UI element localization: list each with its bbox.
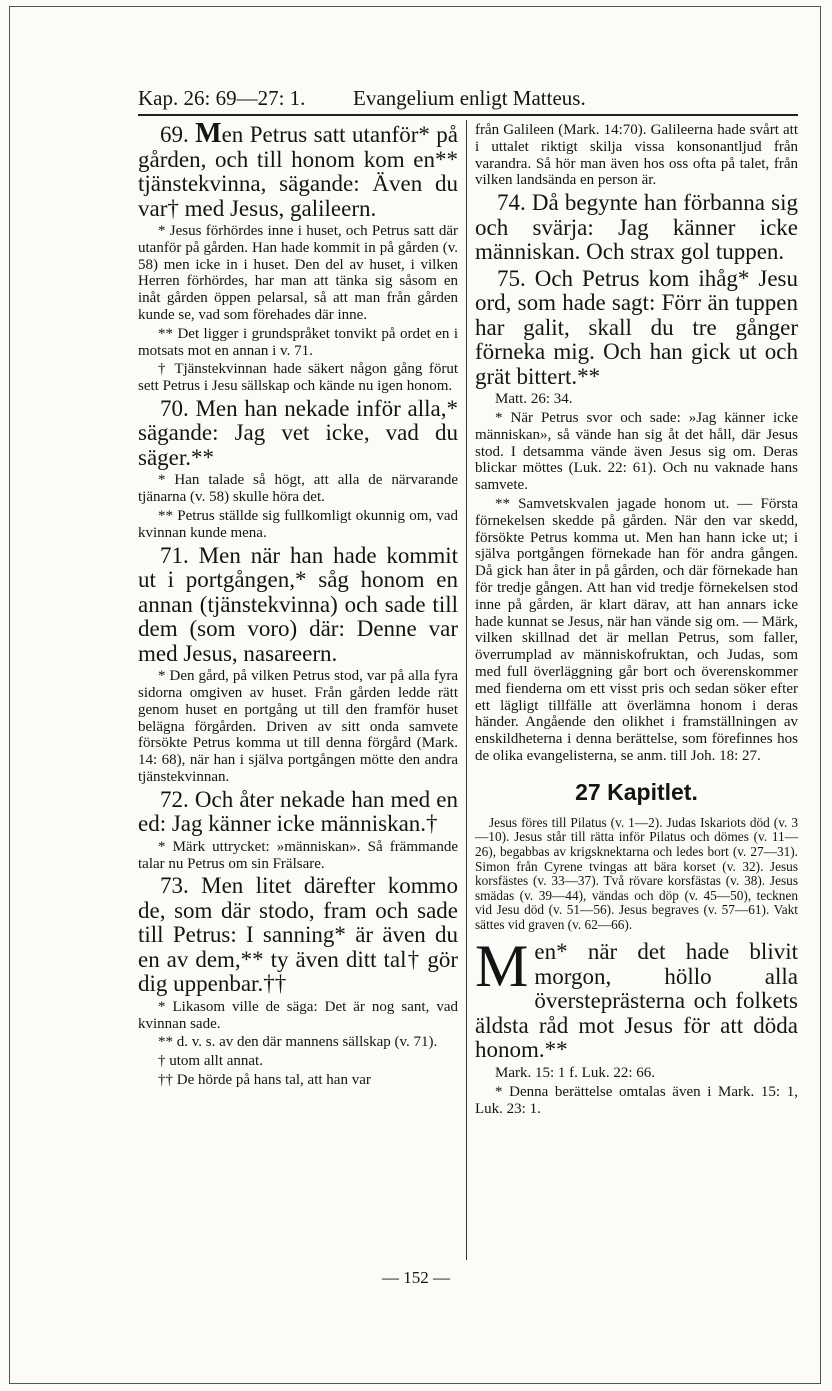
footnote: ** Samvetskvalen jagade honom ut. — Första förnekelsen skedde på gården. När den var skedd, försökte Petrus komma ut. Men han hann icke ut; i själva portgången förnekade han för andra gången. Då gick han åter in på gården, och där förnekade han för tredje gången. Att han vid tredje förnekelsen stod inne på gården, är klart därav, att han annars icke hade kunnat se Jesus, när han vände sig om. — Märk, vilken skillnad det är mellan Petrus, som faller, överrumplad av människofruktan, och Judas, som med full överläggning går bort och överenskommer med fienderna om ett visst pris och sedan söker efter ett lägligt tillfälle att överlämna honom i deras händer. Angående den olikhet i framställningen av enskildheterna i denna berättelse, som förefinnes hos de olika evangelisterna, se anm. till Joh. 18: 27. xyxy=(475,495,798,764)
verse-71: 71. Men när han hade kommit ut i portgången,* såg honom en annan (tjänstekvinna) och sade till dem (som voro) där: Denne var med Jesus, nasareern. xyxy=(138,542,458,666)
footnote: * Jesus förhördes inne i huset, och Petrus satt där utanför på gården. Han hade kommit in på gården (v. 58) men icke in i huset. Den del av huset, i vilken Herren förhördes, har man att tänka sig såsom en inåt gården öppen pelarsal, så att man från gården kunde se, vad som förehades där inne. xyxy=(138,223,458,323)
footnote: ** Det ligger i grundspråket tonvikt på ordet en i motsats mot en annan i v. 71. xyxy=(138,325,458,359)
footnote: ** Petrus ställde sig fullkomligt okunnig om, vad kvinnan kunde mena. xyxy=(138,508,458,541)
page-number: — 152 — xyxy=(382,1268,450,1287)
header-chapter-ref: Kap. 26: 69—27: 1. xyxy=(138,86,306,110)
footnote: * Den gård, på vilken Petrus stod, var på alla fyra sidorna omgiven av huset. Från gården ledde rätt genom huset en portgång ut till den framför huset belägna förgården. Driven av sitt onda samvete försökte Petrus komma ut till denna förgård (Mark. 14: 68), när han i själva portgången mötte den andra tjänstekvinnan. xyxy=(138,668,458,785)
footnote: † Tjänstekvinnan hade säkert någon gång förut sett Petrus i Jesu sällskap och kände nu igen honom. xyxy=(138,361,458,395)
cross-reference: Matt. 26: 34. xyxy=(495,391,573,408)
footnote: †† De hörde på hans tal, att han var xyxy=(158,1072,371,1089)
drop-cap: M xyxy=(475,933,529,1000)
running-header xyxy=(138,82,798,116)
footnote-continued: från Galileen (Mark. 14:70). Galileerna hade svårt att i uttalet riktigt skilja vissa konsonantljud från varandra. Så hör man även hos oss ofta på talet, från vilken landsända en person är. xyxy=(475,122,798,189)
footnote: * Denna berättelse omtalas även i Mark. 15: 1, Luk. 23: 1. xyxy=(475,1083,798,1117)
left-column xyxy=(138,118,459,1091)
verse-69: 69. Men Petrus satt utanför* på gården, och till honom kom en** tjänstekvinna, sägande: Även du var† med Jesus, galileern. xyxy=(138,118,458,221)
footnote: † utom allt annat. xyxy=(158,1053,263,1070)
verse-70: 70. Men han nekade inför alla,* sägande: Jag vet icke, vad du säger.** xyxy=(138,395,458,470)
footnote: * Märk uttrycket: »människan». Så främmande talar nu Petrus om sin Frälsare. xyxy=(138,838,458,872)
cross-reference: Mark. 15: 1 f. Luk. 22: 66. xyxy=(495,1064,655,1081)
chapter-27-verse-1: Men* när det hade blivit morgon, höllo alla översteprästerna och folkets äldsta råd mot Jesus för att döda honom.** xyxy=(475,933,798,1063)
footnote: ** d. v. s. av den där mannens sällskap (v. 71). xyxy=(158,1034,438,1051)
verse-72: 72. Och åter nekade han med en ed: Jag känner icke människan.† xyxy=(138,786,458,837)
footnote: * När Petrus svor och sade: »Jag känner icke människan», så vände han sig åt det håll, där Jesus stod. I detsamma vände även Jesus sig om. Deras blickar möttes (Luk. 22: 61). Och nu vaknade hans samvete. xyxy=(475,409,798,494)
chapter-summary: Jesus föres till Pilatus (v. 1—2). Judas Iskariots död (v. 3—10). Jesus står till rätta inför Pilatus och dömes (v. 11—26), begabbas av krigsknektarna och ledes bort (v. 27—31). Simon från Cyrene tvingas att bära korset (v. 32). Jesus korsfästes (v. 33—37). Två rövare korsfästas (v. 38). Jesus smädas (v. 39—44), vändas och döр (v. 45—50), tecknen vid Jesu död (v. 51—56). Jesus begraves (v. 57—61). Vakt sättes vid graven (v. 62—66). xyxy=(475,814,798,932)
footnote: * Likasom ville de säga: Det är nog sant, vad kvinnan sade. xyxy=(138,998,458,1032)
chapter-heading: 27 Kapitlet. xyxy=(575,778,698,805)
verse-73: 73. Men litet därefter kommo de, som där stodo, fram och sade till Petrus: I sanning* är även du en av dem,** ty även ditt tal† gör dig uppenbar.†† xyxy=(138,873,459,997)
column-divider xyxy=(466,120,467,1260)
footnote: * Han talade så högt, att alla de närvarande tjänarna (v. 58) skulle höra det. xyxy=(138,472,458,506)
right-column xyxy=(475,122,798,1119)
verse-74: 74. Då begynte han förbanna sig och svärja: Jag känner icke människan. Och strax gol tuppen. xyxy=(475,190,798,265)
verse-75: 75. Och Petrus kom ihåg* Jesu ord, som hade sagt: Förr än tuppen har galit, skall du tre gånger förneka mig. Och han gick ut och grät bittert.** xyxy=(475,265,798,389)
header-book-title: Evangelium enligt Matteus. xyxy=(353,86,586,110)
